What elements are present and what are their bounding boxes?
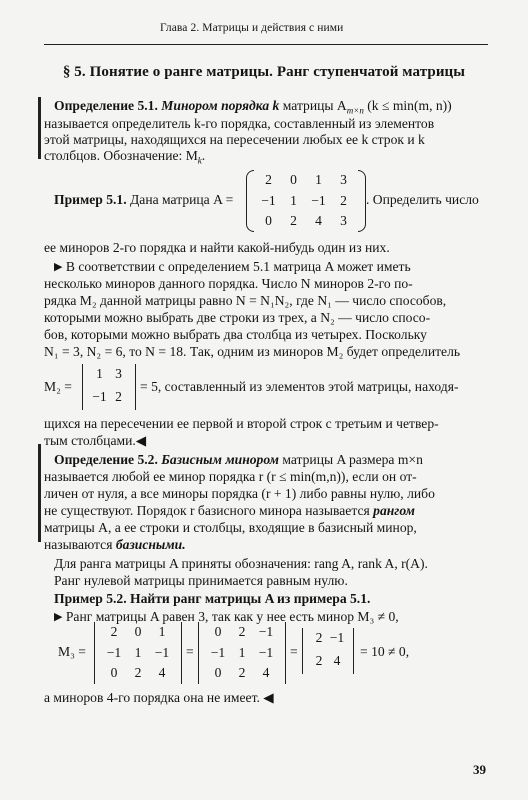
matrix-cell: 2 [340, 192, 347, 208]
matrix-cell: 2 [115, 389, 122, 404]
equals: = [186, 644, 194, 659]
matrix-cell: −1 [258, 624, 274, 639]
proof-start-icon: ▶ [54, 261, 63, 273]
ex51-line5: рядка M₂ данной матрицы равно N = N₁N₂, где N₁ — число способов, [44, 293, 447, 308]
def52-line3: личен от нуля, а все миноры порядка (r + 1) либо равны нулю, либо [44, 486, 435, 501]
ex51-line2: ее миноров 2-го порядка и найти какой-нибудь один из них. [44, 240, 390, 255]
det1 [92, 622, 184, 684]
ex52-last: а миноров 4-го порядка она не имеет. ◀ [44, 690, 274, 705]
condition: (k ≤ min(m, n)) [367, 98, 452, 113]
subscript: m×n [346, 105, 364, 116]
text: матрицы A [282, 98, 347, 113]
m2-determinant [80, 364, 138, 410]
result: = 10 ≠ 0, [360, 644, 410, 659]
def51-line4 [44, 148, 205, 169]
m2-label: M₂ = [44, 379, 72, 394]
def-term: Минором порядка k [161, 98, 280, 113]
matrix-cell: −1 [261, 192, 276, 208]
matrix-cell: 4 [158, 665, 166, 681]
def52-line1 [54, 452, 423, 468]
ex51-line7: бов, которыми можно выбрать два столбца из четырех. Поскольку [44, 327, 427, 342]
matrix-cells [90, 364, 128, 410]
matrix-cell: 0 [265, 213, 272, 229]
def-label: Определение 5.2. [54, 452, 158, 467]
def52-line4 [44, 503, 415, 519]
matrix-cell: 1 [290, 192, 297, 208]
ex51-line4: несколько миноров данного порядка. Число N миноров 2-го по- [44, 276, 413, 291]
m2-rest: = 5, составленный из элементов этой матрицы, находя- [140, 379, 459, 394]
matrix-cells [310, 628, 346, 674]
matrix-cell: 2 [238, 665, 246, 681]
def51-line3: этой матрицы, находящихся на пересечении любых ее k строк и k [44, 132, 425, 147]
matrix-cell: 0 [214, 665, 222, 681]
def-label: Определение 5.1. [54, 98, 158, 113]
ex51-line3 [54, 259, 411, 276]
def52-line2: называется любой ее минор порядка r (r ≤ min(m,n)), если он от- [44, 469, 417, 484]
matrix-cell: 1 [238, 644, 246, 660]
matrix-cell: 2 [315, 630, 323, 645]
text: Найти ранг матрицы A из примера 5.1. [130, 591, 371, 606]
def-term: рангом [373, 503, 415, 518]
ex51-line1 [54, 192, 233, 208]
matrix-cell: 1 [134, 644, 142, 660]
det3 [300, 628, 356, 674]
matrix-cell: 0 [110, 665, 118, 681]
def52-line6 [44, 537, 186, 553]
ex51-line11: тым столбцами.◀ [44, 433, 147, 448]
def-term: базисными. [115, 537, 186, 552]
matrix-a [246, 170, 366, 232]
matrix-cell: 2 [290, 213, 297, 229]
ex51-after: . Определить число [366, 192, 479, 207]
text: называются [44, 537, 113, 552]
matrix-cell: 1 [315, 172, 322, 187]
matrix-cell: 4 [262, 665, 270, 681]
matrix-cell: 2 [265, 172, 272, 187]
text: Ранг матрицы A равен 3, так как у нее есть минор M₃ ≠ 0, [65, 609, 399, 624]
matrix-cell: −1 [311, 192, 326, 208]
section-title: § 5. Понятие о ранге матрицы. Ранг ступенчатой матрицы [62, 64, 466, 80]
definition-bar [38, 444, 41, 542]
matrix-cell: −1 [329, 630, 345, 645]
definition-bar [38, 97, 41, 159]
ex51-line8: N₁ = 3, N₂ = 6, то N = 18. Так, одним из миноров M₂ будет определитель [44, 344, 461, 359]
matrix-cells [256, 170, 356, 232]
matrix-cell: 4 [315, 213, 322, 229]
matrix-cell: 2 [110, 624, 118, 639]
rank-notation: Для ранга матрицы A приняты обозначения: rang A, rank A, r(A). [54, 556, 428, 571]
matrix-cells [206, 622, 278, 684]
matrix-cell: 4 [333, 653, 341, 668]
matrix-cells [102, 622, 174, 684]
matrix-cell: 0 [290, 172, 297, 187]
matrix-cell: 1 [158, 624, 166, 639]
matrix-cell: 0 [214, 624, 222, 639]
page-number: 39 [473, 762, 486, 777]
zero-rank: Ранг нулевой матрицы принимается равным нулю. [54, 573, 348, 588]
ex51-line6: которыми можно выбрать две строки из трех, а N₂ — число спосо- [44, 310, 431, 325]
matrix-cell: −1 [92, 389, 107, 404]
text: В соответствии с определением 5.1 матрица A может иметь [65, 259, 411, 274]
chapter-header: Глава 2. Матрицы и действия с ними [160, 22, 344, 34]
proof-start-icon: ▶ [54, 611, 63, 623]
text: . [201, 148, 206, 163]
matrix-cell: 3 [340, 213, 347, 229]
text: Дана матрица A = [130, 192, 234, 207]
matrix-cell: 3 [340, 172, 347, 187]
matrix-cell: −1 [210, 644, 226, 660]
def-term: Базисным минором [161, 452, 279, 467]
subscript: k [197, 155, 202, 166]
example-label: Пример 5.1. [54, 192, 127, 207]
text: столбцов. Обозначение: M [44, 148, 198, 163]
ex51-line10: щихся на пересечении ее первой и второй строк с третьим и четвер- [44, 416, 439, 431]
det2 [196, 622, 288, 684]
matrix-cell: −1 [154, 644, 170, 660]
header-rule [44, 44, 488, 45]
m3-label: M₃ = [58, 644, 86, 659]
def52-line5: матрицы A, а ее строки и столбцы, входящие в базисный минор, [44, 520, 417, 535]
matrix-cell: 1 [96, 366, 103, 381]
matrix-cell: 2 [315, 653, 323, 668]
matrix-cell: 0 [134, 624, 142, 639]
equals: = [290, 644, 298, 659]
text: не существуют. Порядок r базисного минора называется [44, 503, 370, 518]
matrix-cell: 2 [134, 665, 142, 681]
matrix-cell: −1 [258, 644, 274, 660]
ex52-line1 [54, 591, 370, 607]
matrix-cell: 3 [115, 366, 122, 381]
matrix-cell: 2 [238, 624, 246, 639]
example-label: Пример 5.2. [54, 591, 127, 606]
text: матрицы A размера m×n [282, 452, 423, 467]
matrix-cell: −1 [106, 644, 122, 660]
def51-line2: называется определитель k-го порядка, составленный из элементов [44, 116, 435, 131]
